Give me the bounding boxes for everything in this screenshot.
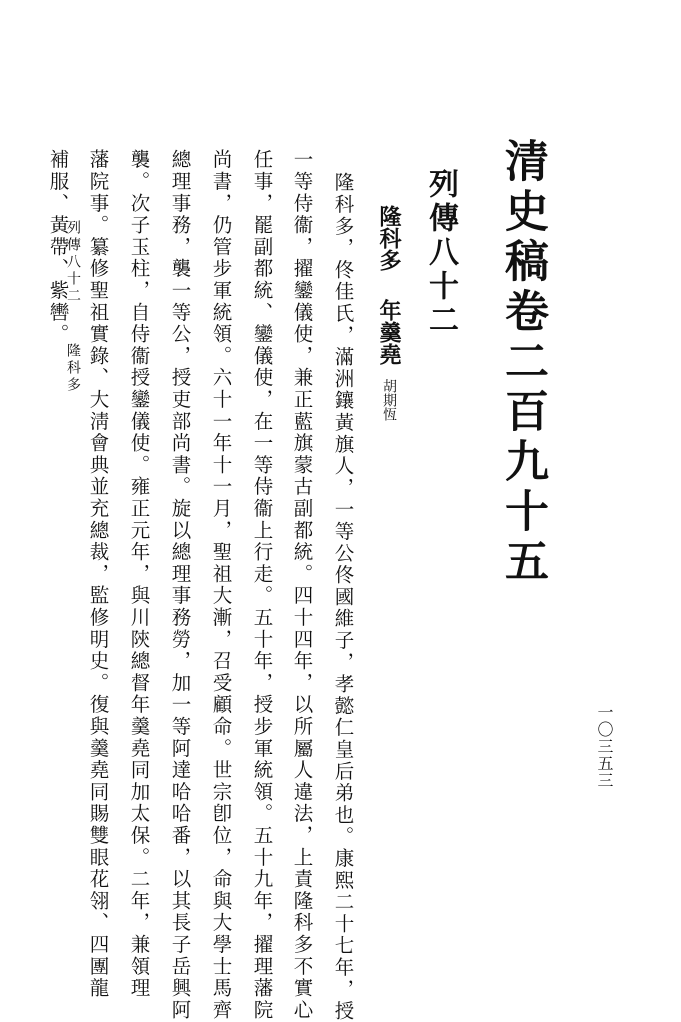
running-head-chapter: 列傳八十二 [65, 220, 81, 305]
subject-name-niangengyao: 年羹堯 [376, 299, 402, 365]
page-number: 一〇三五三 [595, 704, 614, 789]
body-line: 隆科多，佟佳氏，滿洲鑲黃旗人，一等公佟國維子，孝懿仁皇后弟也。康熙二十七年，授 [331, 172, 355, 1022]
body-line: 藩院事。纂修聖祖實錄、大淸會典並充總裁，監修明史。復與羹堯同賜雙眼花翎、四團龍 [86, 149, 110, 1000]
body-line: 總理事務，襲一等公，授吏部尚書。旋以總理事務勞，加一等阿達哈哈番，以其長子岳興阿 [168, 149, 192, 1021]
body-line: 補服、黃帶、紫轡。 [46, 149, 70, 346]
running-head-name: 隆科多 [65, 343, 81, 394]
body-line: 尚書，仍管步軍統領。六十一年十一月，聖祖大漸，召受顧命。世宗卽位，命與大學士馬齊 [209, 149, 233, 1021]
subject-name-longkeduo: 隆科多 [376, 205, 402, 271]
body-line: 襲。次子玉柱，自侍衞授鑾儀使。雍正元年，與川陝總督年羹堯同加太保。二年，兼領理 [127, 149, 151, 1000]
body-line: 任事，罷副都統、鑾儀使，在一等侍衞上行走。五十年，授步軍統領。五十九年，擢理藩院 [250, 149, 274, 1021]
biography-subjects [378, 205, 400, 421]
liezhuan-heading: 列傳八十二 [423, 168, 458, 338]
volume-title: 清史稿卷二百九十五 [497, 138, 548, 588]
body-line: 一等侍衞，擢鑾儀使，兼正藍旗蒙古副都統。四十四年，以所屬人違法，上責隆科多不實心 [290, 149, 314, 1021]
running-head [66, 220, 80, 394]
appended-subject-name: 胡期恆 [381, 379, 397, 421]
